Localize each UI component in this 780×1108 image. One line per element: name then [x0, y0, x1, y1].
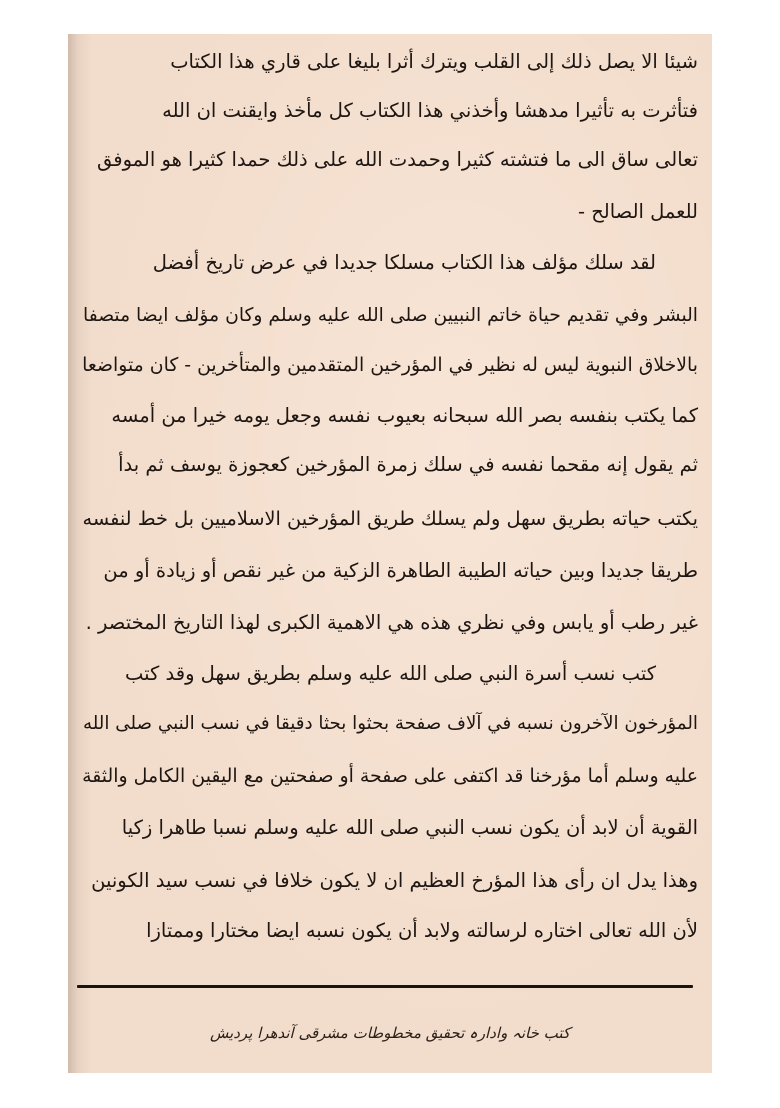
text-line-13: كتب نسب أسرة النبي صلى الله عليه وسلم بطريق سهل وقد كتب — [125, 662, 656, 685]
footer-divider — [77, 985, 693, 988]
library-footer: کتب خانہ وادارہ تحقیق مخطوطات مشرقی آندھرا پردیش — [209, 1024, 571, 1042]
text-line-17: وهذا يدل ان رأى هذا المؤرخ العظيم ان لا يكون خلافا في نسب سيد الكونين — [91, 869, 698, 892]
text-line-11: طريقا جديدا وبين حياته الطيبة الطاهرة الزكية من غير نقص أو زيادة أو من — [103, 559, 698, 582]
manuscript-page — [68, 34, 712, 1073]
text-line-10: يكتب حياته بطريق سهل ولم يسلك طريق المؤرخين الاسلاميين بل خط لنفسه — [82, 507, 698, 530]
text-line-2: فتأثرت به تأثيرا مدهشا وأخذني هذا الكتاب كل مأخذ وايقنت ان الله — [162, 99, 698, 122]
text-line-15: عليه وسلم أما مؤرخنا قد اكتفى على صفحة أو صفحتين مع اليقين الكامل والثقة — [82, 765, 698, 787]
text-line-6: البشر وفي تقديم حياة خاتم النبيين صلى الله عليه وسلم وكان مؤلف ايضا متصفا — [83, 305, 698, 326]
text-line-7: بالاخلاق النبوية ليس له نظير في المؤرخين المتقدمين والمتأخرين - كان متواضعا — [82, 355, 698, 376]
text-line-14: المؤرخون الآخرون نسبه في آلاف صفحة بحثوا بحثا دقيقا في نسب النبي صلى الله — [82, 713, 698, 734]
text-line-5: لقد سلك مؤلف هذا الكتاب مسلكا جديدا في عرض تاريخ أفضل — [152, 251, 656, 274]
text-line-18: لأن الله تعالى اختاره لرسالته ولابد أن يكون نسبه ايضا مختارا وممتازا — [146, 919, 698, 942]
text-line-1: شيئا الا يصل ذلك إلى القلب ويترك أثرا بليغا على قاري هذا الكتاب — [170, 50, 698, 73]
text-line-16: القوية أن لابد أن يكون نسب النبي صلى الله عليه وسلم نسبا طاهرا زكيا — [121, 816, 698, 839]
text-line-8: كما يكتب بنفسه بصر الله سبحانه بعيوب نفسه وجعل يومه خيرا من أمسه — [111, 404, 698, 427]
text-line-9: ثم يقول إنه مقحما نفسه في سلك زمرة المؤرخين كعجوزة يوسف ثم بدأ — [118, 453, 698, 476]
text-line-12: غير رطب أو يابس وفي نظري هذه هي الاهمية الكبرى لهذا التاريخ المختصر . — [85, 611, 698, 634]
text-line-4: للعمل الصالح - — [577, 200, 698, 223]
text-line-3: تعالى ساق الى ما فتشته كثيرا وحمدت الله على ذلك حمدا كثيرا هو الموفق — [97, 148, 698, 171]
